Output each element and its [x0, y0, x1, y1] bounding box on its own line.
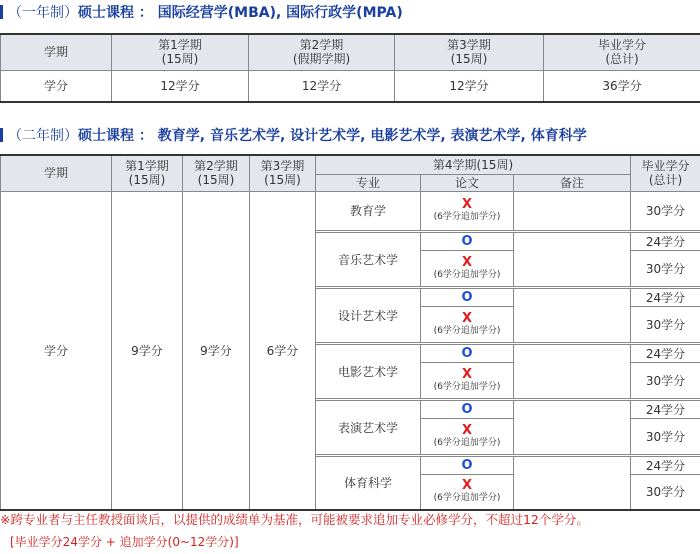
- major-music: 音乐艺术学: [316, 232, 421, 286]
- x-mark: X: [461, 310, 473, 326]
- total-o-cell: 24学分: [631, 288, 700, 306]
- extra-credit-note: (6学分追加学分): [433, 493, 501, 504]
- header-thesis: 论文: [421, 174, 514, 191]
- header-term: 学期: [1, 34, 112, 70]
- remark-cell: [514, 191, 631, 230]
- x-mark: X: [461, 254, 473, 270]
- remark-cell: [514, 400, 631, 454]
- one-year-credit-table: [0, 33, 700, 103]
- extra-credit-note: (6学分追加学分): [433, 381, 501, 392]
- total-x-cell: 30学分: [631, 418, 700, 454]
- x-mark: X: [461, 422, 473, 438]
- total-x-cell: 30学分: [631, 250, 700, 286]
- row-label: 学分: [1, 70, 112, 102]
- cell-s1: 12学分: [112, 70, 249, 102]
- major-performing: 表演艺术学: [316, 400, 421, 454]
- title-bar-marker: [0, 128, 3, 142]
- thesis-x-cell: [421, 362, 514, 398]
- total-x-cell: 30学分: [631, 191, 700, 230]
- remark-cell: [514, 456, 631, 510]
- major-sports: 体育科学: [316, 456, 421, 510]
- section-title-two-year: [0, 126, 587, 146]
- thesis-o-cell: [421, 456, 514, 474]
- header-semester-4: 第4学期(15周): [316, 155, 631, 174]
- x-mark: X: [461, 366, 473, 382]
- major-design: 设计艺术学: [316, 288, 421, 342]
- two-year-credit-table: [0, 154, 700, 511]
- bracket-note: [毕业学分24学分 + 追加学分(0~12学分)]: [10, 535, 239, 549]
- extra-credit-note: (6学分追加学分): [433, 325, 501, 336]
- total-x-cell: 30学分: [631, 362, 700, 398]
- thesis-x-cell: [421, 474, 514, 510]
- remark-cell: [514, 344, 631, 398]
- extra-credit-note: (6学分追加学分): [433, 269, 501, 280]
- thesis-o-cell: [421, 288, 514, 306]
- o-mark: O: [461, 289, 473, 305]
- thesis-x-cell: [421, 306, 514, 342]
- remark-cell: [514, 288, 631, 342]
- header-semester-2: 第2学期 (15周): [183, 155, 250, 191]
- section-title-one-year: [0, 3, 403, 23]
- total-o-cell: 24学分: [631, 344, 700, 362]
- header-semester-2: 第2学期 (假期学期): [249, 34, 395, 70]
- header-major: 专业: [316, 174, 421, 191]
- extra-credit-note: (6学分追加学分): [433, 212, 501, 222]
- section-heading: 硕士课程 ： 教育学, 音乐艺术学, 设计艺术学, 电影艺术学, 表演艺术学, 体育科学: [78, 128, 587, 144]
- header-total: 毕业学分 (总计): [544, 34, 700, 70]
- header-semester-3: 第3学期 (15周): [395, 34, 544, 70]
- x-mark: X: [461, 197, 473, 212]
- thesis-x-cell: [421, 191, 514, 230]
- header-remark: 备注: [514, 174, 631, 191]
- thesis-o-cell: [421, 344, 514, 362]
- cell-s2: 9学分: [183, 191, 250, 510]
- o-mark: O: [461, 345, 473, 361]
- major-education: 教育学: [316, 191, 421, 230]
- cell-total: 36学分: [544, 70, 700, 102]
- remark-cell: [514, 232, 631, 286]
- footnote: ※跨专业者与主任教授面谈后，以提供的成绩单为基准，可能被要求追加专业必修学分，不超过12个学分。: [0, 512, 589, 527]
- o-mark: O: [461, 233, 473, 249]
- thesis-o-cell: [421, 232, 514, 250]
- cell-s3: 12学分: [395, 70, 544, 102]
- total-o-cell: 24学分: [631, 232, 700, 250]
- o-mark: O: [461, 457, 473, 473]
- total-o-cell: 24学分: [631, 400, 700, 418]
- cell-s3: 6学分: [250, 191, 316, 510]
- extra-credit-note: (6学分追加学分): [433, 437, 501, 448]
- section-prefix: （二年制）: [8, 128, 78, 144]
- total-o-cell: 24学分: [631, 456, 700, 474]
- section-heading: 硕士课程 ： 国际经营学(MBA), 国际行政学(MPA): [78, 5, 403, 21]
- thesis-x-cell: [421, 250, 514, 286]
- major-film: 电影艺术学: [316, 344, 421, 398]
- thesis-o-cell: [421, 400, 514, 418]
- header-term: 学期: [1, 155, 112, 191]
- header-semester-1: 第1学期 (15周): [112, 34, 249, 70]
- header-semester-3: 第3学期 (15周): [250, 155, 316, 191]
- x-mark: X: [461, 478, 473, 494]
- section-prefix: （一年制）: [8, 5, 78, 21]
- o-mark: O: [461, 401, 473, 417]
- row-label: 学分: [1, 191, 112, 510]
- cell-s1: 9学分: [112, 191, 183, 510]
- title-bar-marker: [0, 5, 3, 19]
- cell-s2: 12学分: [249, 70, 395, 102]
- thesis-x-cell: [421, 418, 514, 454]
- total-x-cell: 30学分: [631, 306, 700, 342]
- total-x-cell: 30学分: [631, 474, 700, 510]
- header-semester-1: 第1学期 (15周): [112, 155, 183, 191]
- header-total: 毕业学分 (总计): [631, 155, 700, 191]
